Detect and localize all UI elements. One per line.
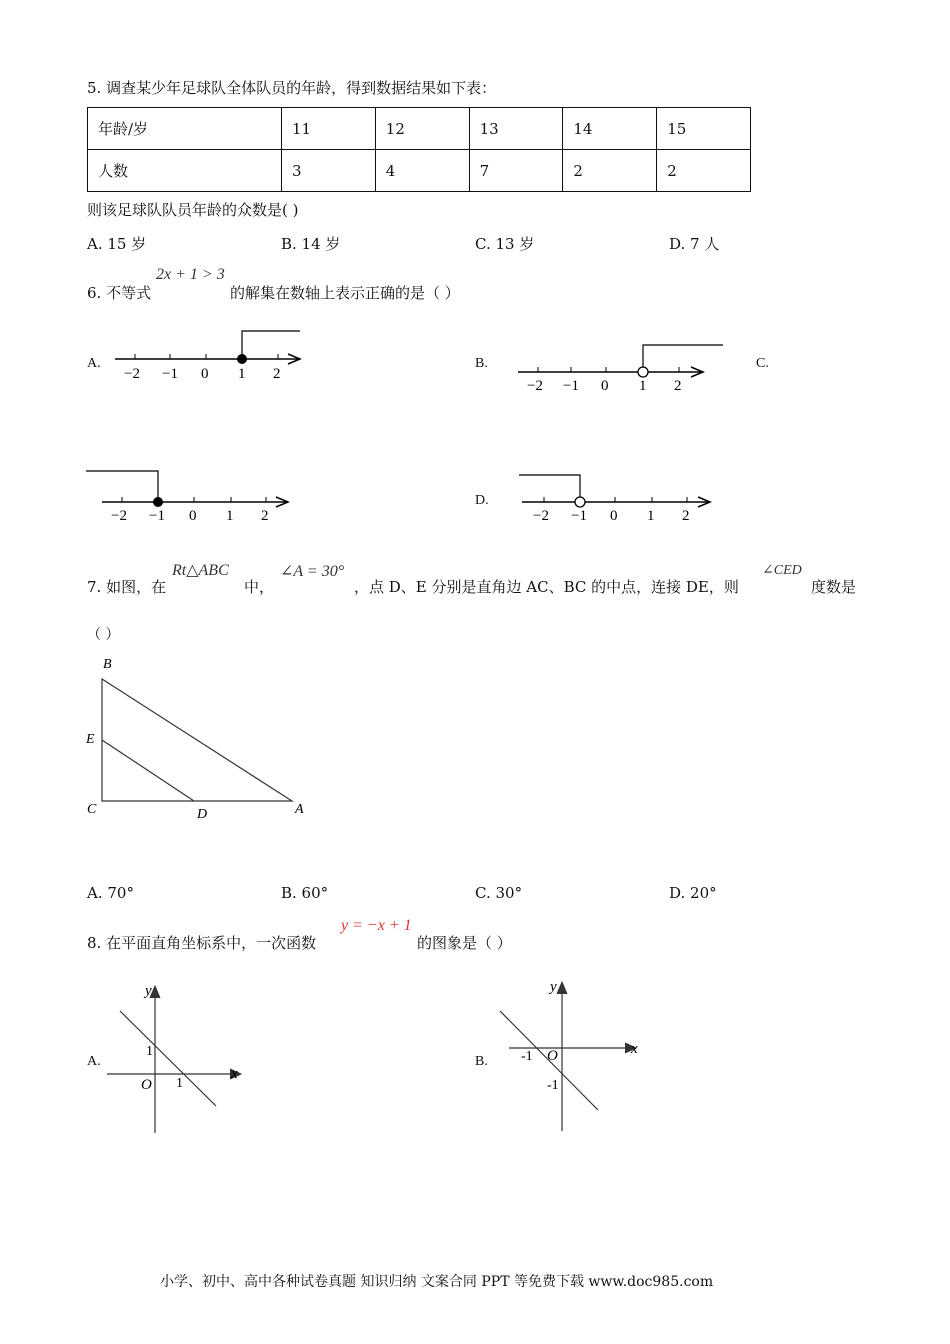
tick-label: 2 <box>674 378 682 394</box>
table-cell: 11 <box>282 108 376 150</box>
number-line-d <box>517 467 722 527</box>
table-cell: 3 <box>282 150 376 192</box>
vertex-b: B <box>103 657 112 672</box>
q5-stem: 5. 调查某少年足球队全体队员的年龄，得到数据结果如下表： <box>87 79 497 97</box>
q7-formula-2: ∠A = 30° <box>280 563 345 580</box>
origin-label: O <box>141 1077 152 1093</box>
tick-label: 0 <box>189 508 197 524</box>
vertex-a: A <box>295 802 304 817</box>
tick-label: 1 <box>226 508 234 524</box>
q6-prefix: 6. 不等式 <box>87 284 152 302</box>
q5-question: 则该足球队队员年龄的众数是( ) <box>87 201 299 219</box>
graph-b <box>495 976 645 1136</box>
axis-x-label: x <box>231 1066 238 1082</box>
q7-stem-1: 7. 如图，在 <box>87 578 167 596</box>
q6-label-a: A. <box>87 356 101 371</box>
q7-option-d: D. 20° <box>669 884 717 902</box>
table-cell: 4 <box>375 150 469 192</box>
q8-label-b: B. <box>475 1054 488 1069</box>
q5-option-c: C. 13 岁 <box>475 235 535 253</box>
tick-label: −2 <box>124 366 140 382</box>
table-cell: 15 <box>657 108 751 150</box>
axis-y-label: y <box>145 983 152 999</box>
table-row <box>88 108 751 150</box>
triangle-figure <box>84 652 314 824</box>
x-intercept-label: 1 <box>176 1076 183 1091</box>
origin-label: O <box>547 1048 558 1064</box>
q7-option-b: B. 60° <box>281 884 329 902</box>
vertex-e: E <box>86 732 95 747</box>
q7-stem-3: ，点 D、E 分别是直角边 AC、BC 的中点，连接 DE，则 <box>354 578 739 596</box>
q5-option-d: D. 7 人 <box>669 235 720 253</box>
tick-label: 2 <box>261 508 269 524</box>
q6-label-b: B. <box>475 356 488 371</box>
tick-label: 0 <box>610 508 618 524</box>
x-intercept-label: -1 <box>521 1049 533 1064</box>
q6-label-c: C. <box>756 356 769 371</box>
y-intercept-label: 1 <box>146 1044 153 1059</box>
tick-label: −1 <box>563 378 579 394</box>
q5-option-a: A. 15 岁 <box>87 235 147 253</box>
tick-label: 2 <box>682 508 690 524</box>
q7-formula-1: Rt△ABC <box>172 562 229 579</box>
q6-suffix: 的解集在数轴上表示正确的是（ ） <box>230 284 460 302</box>
solid-dot <box>153 497 163 507</box>
q8-formula: y = −x + 1 <box>341 917 412 934</box>
number-line-a <box>110 325 310 385</box>
q7-option-c: C. 30° <box>475 884 523 902</box>
q7-option-a: A. 70° <box>87 884 134 902</box>
graph-a <box>103 978 253 1138</box>
q8-suffix: 的图象是（ ） <box>417 934 512 952</box>
hollow-dot <box>638 367 648 377</box>
table-cell: 13 <box>469 108 563 150</box>
table-cell: 14 <box>563 108 657 150</box>
q5-option-b: B. 14 岁 <box>281 235 341 253</box>
tick-label: −2 <box>527 378 543 394</box>
vertex-d: D <box>197 807 208 822</box>
q8-label-a: A. <box>87 1054 101 1069</box>
footer-text: 小学、初中、高中各种试卷真题 知识归纳 文案合同 PPT 等免费下载 www.doc985.com <box>160 1274 714 1290</box>
number-line-c <box>86 465 296 525</box>
q7-stem-2: 中， <box>244 578 275 596</box>
table-cell: 12 <box>375 108 469 150</box>
axis-y-label: y <box>550 979 557 995</box>
tick-label: 0 <box>201 366 209 382</box>
table-cell: 7 <box>469 150 563 192</box>
table-row <box>88 150 751 192</box>
tick-label: −2 <box>111 508 127 524</box>
table-cell: 年龄/岁 <box>88 108 282 150</box>
q7-formula-3: ∠CED <box>762 563 802 578</box>
tick-label: −1 <box>571 508 587 524</box>
tick-label: −2 <box>533 508 549 524</box>
q8-prefix: 8. 在平面直角坐标系中，一次函数 <box>87 934 317 952</box>
tick-label: 2 <box>273 366 281 382</box>
q6-formula: 2x + 1 > 3 <box>156 266 225 283</box>
tick-label: 0 <box>601 378 609 394</box>
tick-label: 1 <box>238 366 246 382</box>
q6-label-d: D. <box>475 493 489 508</box>
table-cell: 2 <box>657 150 751 192</box>
q7-paren: （ ） <box>87 627 120 643</box>
vertex-c: C <box>87 802 97 817</box>
axis-x-label: x <box>631 1041 638 1057</box>
table-cell: 人数 <box>88 150 282 192</box>
hollow-dot <box>575 497 585 507</box>
tick-label: 1 <box>639 378 647 394</box>
tick-label: −1 <box>149 508 165 524</box>
solid-dot <box>237 354 247 364</box>
q7-stem-4: 度数是 <box>811 578 857 596</box>
y-intercept-label: -1 <box>547 1078 559 1093</box>
tick-label: −1 <box>162 366 178 382</box>
table-cell: 2 <box>563 150 657 192</box>
number-line-b <box>513 340 728 395</box>
age-table <box>87 107 751 192</box>
tick-label: 1 <box>647 508 655 524</box>
